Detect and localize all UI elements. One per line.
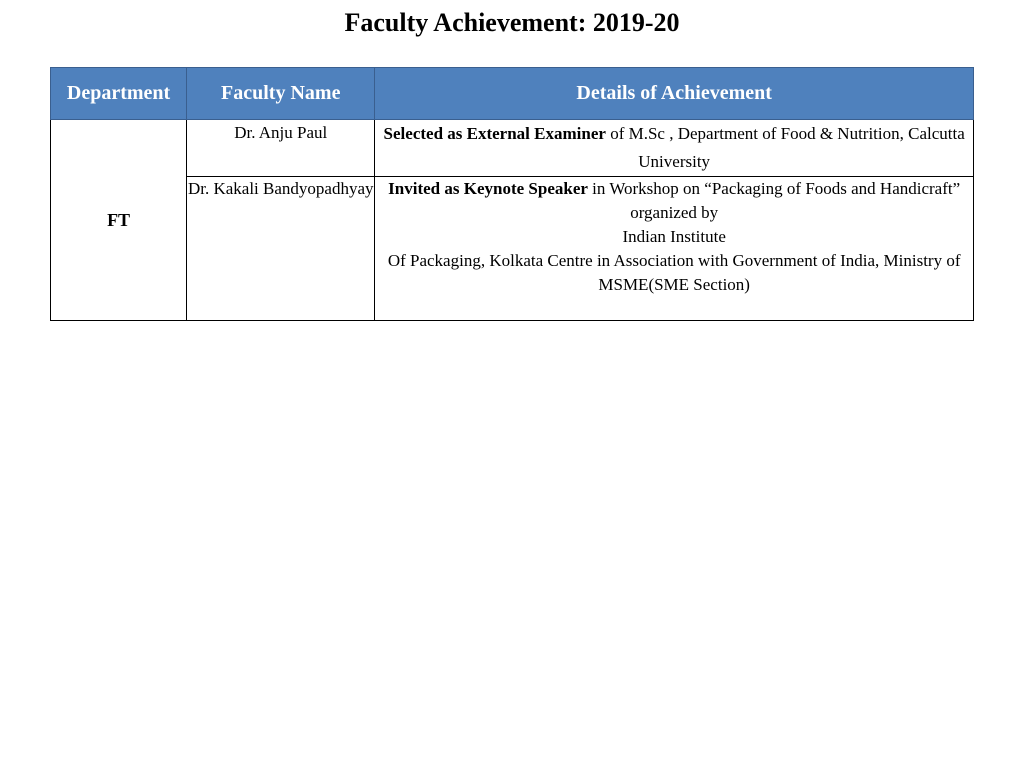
details-cell	[375, 177, 974, 321]
details-cell	[375, 120, 974, 177]
department-cell: FT	[51, 120, 187, 321]
details-text-line: Of Packaging, Kolkata Centre in Association with Government of India, Ministry of MSME(SME Section)	[387, 251, 961, 294]
header-faculty-name: Faculty Name	[187, 68, 375, 120]
details-highlight: Invited as Keynote Speaker	[388, 179, 588, 198]
achievement-table	[50, 67, 974, 321]
details-text-line: Indian Institute	[622, 227, 726, 246]
details-highlight: Selected as External Examiner	[383, 124, 606, 143]
header-details: Details of Achievement	[375, 68, 974, 120]
page-title: Faculty Achievement: 2019-20	[344, 8, 680, 37]
header-department: Department	[51, 68, 187, 120]
faculty-name-cell: Dr. Kakali Bandyopadhyay	[187, 177, 375, 321]
details-text: in Workshop on “Packaging of Foods and Handicraft” organized by	[587, 179, 961, 222]
details-text: of M.Sc , Department of Food & Nutrition, Calcutta University	[605, 124, 965, 171]
faculty-name-cell: Dr. Anju Paul	[187, 120, 375, 177]
table-row	[51, 120, 974, 177]
table-row	[51, 177, 974, 321]
table-header-row	[51, 68, 974, 120]
